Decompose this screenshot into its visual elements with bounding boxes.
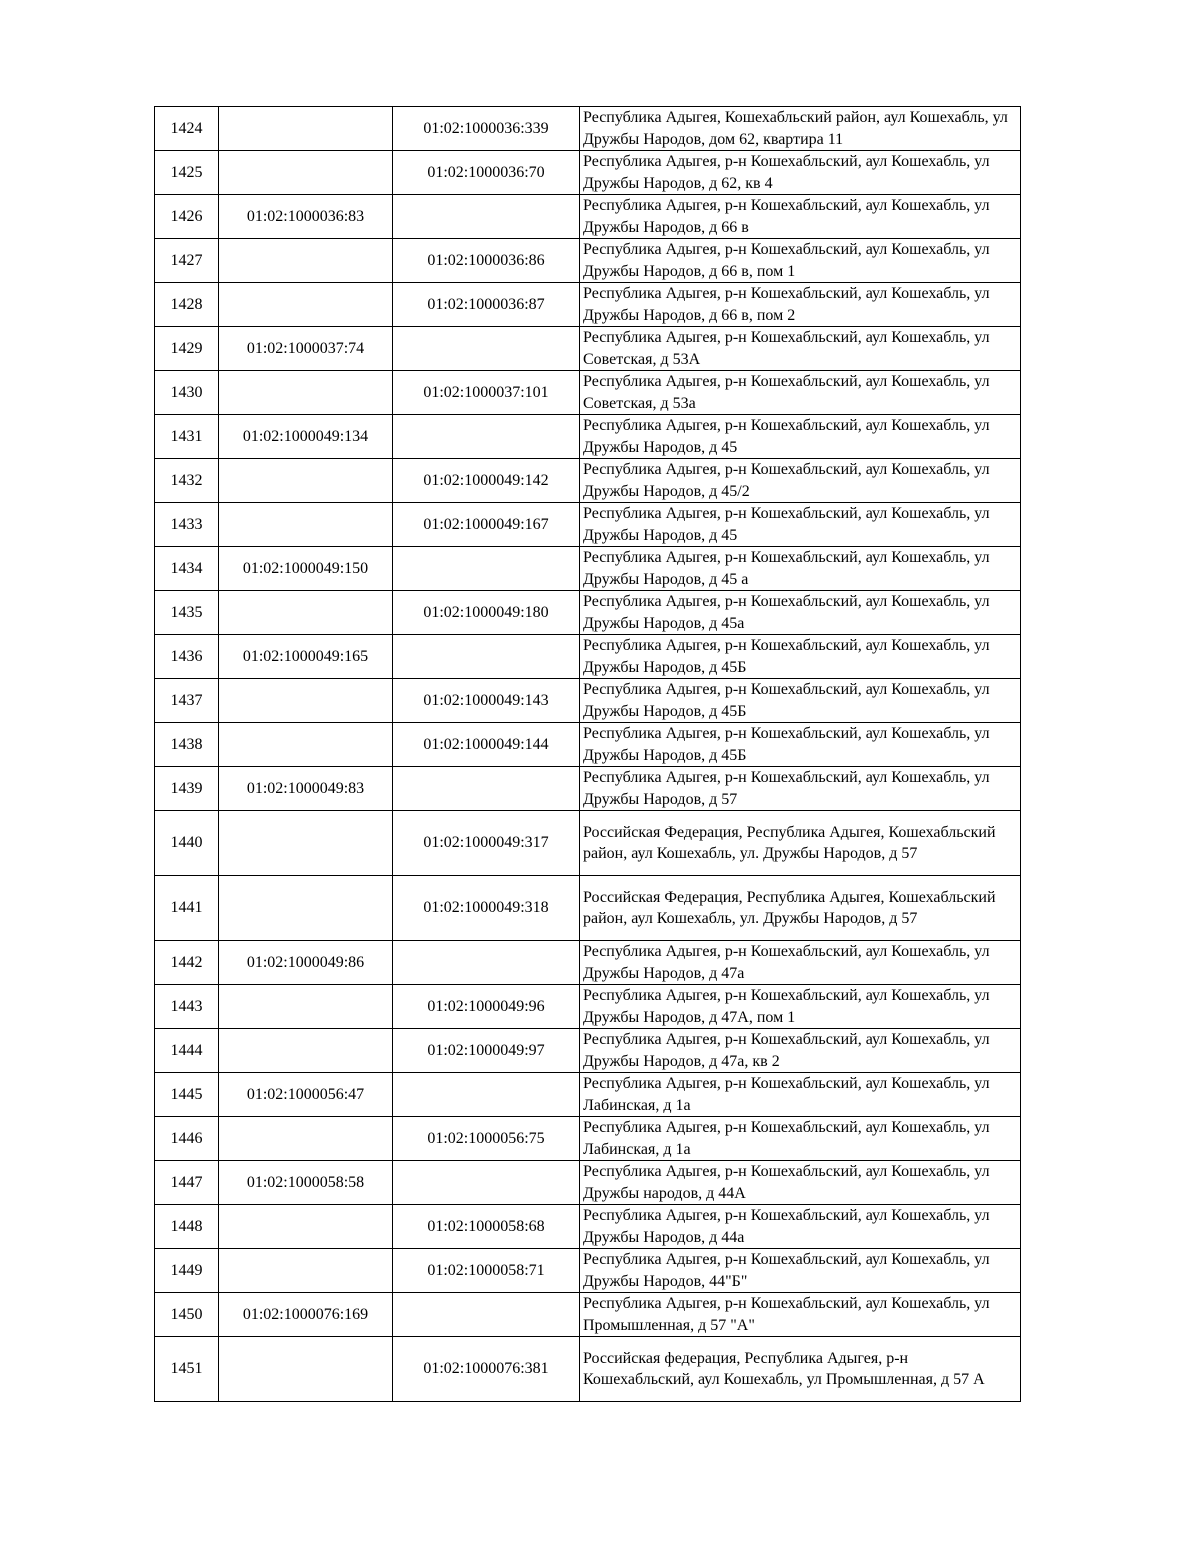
table-row bbox=[155, 1205, 1021, 1249]
address-cell: Республика Адыгея, р-н Кошехабльский, аул Кошехабль, ул Дружбы Народов, д 47а, кв 2 bbox=[580, 1029, 1021, 1073]
object-cadastral-number-cell bbox=[393, 767, 580, 811]
object-cadastral-number-cell: 01:02:1000058:68 bbox=[393, 1205, 580, 1249]
land-cadastral-number-cell bbox=[219, 591, 393, 635]
table-row bbox=[155, 679, 1021, 723]
object-cadastral-number-cell: 01:02:1000037:101 bbox=[393, 371, 580, 415]
table-row bbox=[155, 1117, 1021, 1161]
table-row bbox=[155, 767, 1021, 811]
land-cadastral-number-cell bbox=[219, 151, 393, 195]
land-cadastral-number-cell bbox=[219, 503, 393, 547]
land-cadastral-number-cell: 01:02:1000037:74 bbox=[219, 327, 393, 371]
land-cadastral-number-cell bbox=[219, 876, 393, 941]
address-cell: Республика Адыгея, р-н Кошехабльский, аул Кошехабль, ул Дружбы Народов, д 66 в bbox=[580, 195, 1021, 239]
land-cadastral-number-cell: 01:02:1000049:150 bbox=[219, 547, 393, 591]
land-cadastral-number-cell: 01:02:1000049:86 bbox=[219, 941, 393, 985]
table-row bbox=[155, 591, 1021, 635]
object-cadastral-number-cell bbox=[393, 1161, 580, 1205]
table-row bbox=[155, 151, 1021, 195]
row-number-cell: 1435 bbox=[155, 591, 219, 635]
address-cell: Республика Адыгея, р-н Кошехабльский, аул Кошехабль, ул Дружбы Народов, д 44а bbox=[580, 1205, 1021, 1249]
land-cadastral-number-cell: 01:02:1000036:83 bbox=[219, 195, 393, 239]
row-number-cell: 1424 bbox=[155, 107, 219, 151]
land-cadastral-number-cell: 01:02:1000049:165 bbox=[219, 635, 393, 679]
table-row bbox=[155, 985, 1021, 1029]
row-number-cell: 1436 bbox=[155, 635, 219, 679]
row-number-cell: 1437 bbox=[155, 679, 219, 723]
address-cell: Российская Федерация, Республика Адыгея, Кошехабльский район, аул Кошехабль, ул. Дружбы Народов, д 57 bbox=[580, 811, 1021, 876]
row-number-cell: 1433 bbox=[155, 503, 219, 547]
table-row bbox=[155, 459, 1021, 503]
land-cadastral-number-cell bbox=[219, 1205, 393, 1249]
object-cadastral-number-cell: 01:02:1000036:70 bbox=[393, 151, 580, 195]
land-cadastral-number-cell bbox=[219, 1337, 393, 1402]
row-number-cell: 1443 bbox=[155, 985, 219, 1029]
table-row bbox=[155, 635, 1021, 679]
row-number-cell: 1425 bbox=[155, 151, 219, 195]
row-number-cell: 1431 bbox=[155, 415, 219, 459]
land-cadastral-number-cell bbox=[219, 1249, 393, 1293]
object-cadastral-number-cell: 01:02:1000049:142 bbox=[393, 459, 580, 503]
table-row bbox=[155, 1249, 1021, 1293]
land-cadastral-number-cell: 01:02:1000076:169 bbox=[219, 1293, 393, 1337]
object-cadastral-number-cell: 01:02:1000036:86 bbox=[393, 239, 580, 283]
land-cadastral-number-cell: 01:02:1000056:47 bbox=[219, 1073, 393, 1117]
address-cell: Республика Адыгея, р-н Кошехабльский, аул Кошехабль, ул Дружбы Народов, д 66 в, пом 1 bbox=[580, 239, 1021, 283]
object-cadastral-number-cell bbox=[393, 941, 580, 985]
land-cadastral-number-cell bbox=[219, 107, 393, 151]
address-cell: Российская федерация, Республика Адыгея, р-н Кошехабльский, аул Кошехабль, ул Промышленная, д 57 А bbox=[580, 1337, 1021, 1402]
land-cadastral-number-cell bbox=[219, 1117, 393, 1161]
table-row bbox=[155, 195, 1021, 239]
row-number-cell: 1446 bbox=[155, 1117, 219, 1161]
table-row bbox=[155, 327, 1021, 371]
address-cell: Республика Адыгея, р-н Кошехабльский, аул Кошехабль, ул Дружбы народов, д 44А bbox=[580, 1161, 1021, 1205]
row-number-cell: 1440 bbox=[155, 811, 219, 876]
land-cadastral-number-cell bbox=[219, 679, 393, 723]
row-number-cell: 1432 bbox=[155, 459, 219, 503]
address-cell: Республика Адыгея, р-н Кошехабльский, аул Кошехабль, ул Лабинская, д 1а bbox=[580, 1073, 1021, 1117]
address-cell: Республика Адыгея, р-н Кошехабльский, аул Кошехабль, ул Дружбы Народов, д 45Б bbox=[580, 679, 1021, 723]
object-cadastral-number-cell: 01:02:1000049:143 bbox=[393, 679, 580, 723]
address-cell: Республика Адыгея, р-н Кошехабльский, аул Кошехабль, ул Дружбы Народов, д 47А, пом 1 bbox=[580, 985, 1021, 1029]
row-number-cell: 1428 bbox=[155, 283, 219, 327]
row-number-cell: 1451 bbox=[155, 1337, 219, 1402]
address-cell: Республика Адыгея, Кошехабльский район, аул Кошехабль, ул Дружбы Народов, дом 62, квартира 11 bbox=[580, 107, 1021, 151]
address-cell: Российская Федерация, Республика Адыгея, Кошехабльский район, аул Кошехабль, ул. Дружбы Народов, д 57 bbox=[580, 876, 1021, 941]
address-cell: Республика Адыгея, р-н Кошехабльский, аул Кошехабль, ул Дружбы Народов, д 45Б bbox=[580, 723, 1021, 767]
object-cadastral-number-cell: 01:02:1000056:75 bbox=[393, 1117, 580, 1161]
object-cadastral-number-cell: 01:02:1000058:71 bbox=[393, 1249, 580, 1293]
address-cell: Республика Адыгея, р-н Кошехабльский, аул Кошехабль, ул Дружбы Народов, д 57 bbox=[580, 767, 1021, 811]
table-row bbox=[155, 371, 1021, 415]
cadastral-registry-table bbox=[154, 106, 1021, 1402]
land-cadastral-number-cell bbox=[219, 723, 393, 767]
object-cadastral-number-cell: 01:02:1000049:318 bbox=[393, 876, 580, 941]
registry-table-body bbox=[155, 107, 1021, 1402]
object-cadastral-number-cell: 01:02:1000049:96 bbox=[393, 985, 580, 1029]
row-number-cell: 1426 bbox=[155, 195, 219, 239]
row-number-cell: 1434 bbox=[155, 547, 219, 591]
row-number-cell: 1430 bbox=[155, 371, 219, 415]
object-cadastral-number-cell bbox=[393, 1073, 580, 1117]
object-cadastral-number-cell: 01:02:1000049:180 bbox=[393, 591, 580, 635]
object-cadastral-number-cell bbox=[393, 635, 580, 679]
table-row bbox=[155, 1161, 1021, 1205]
address-cell: Республика Адыгея, р-н Кошехабльский, аул Кошехабль, ул Дружбы Народов, д 45/2 bbox=[580, 459, 1021, 503]
land-cadastral-number-cell bbox=[219, 239, 393, 283]
object-cadastral-number-cell bbox=[393, 327, 580, 371]
land-cadastral-number-cell: 01:02:1000058:58 bbox=[219, 1161, 393, 1205]
address-cell: Республика Адыгея, р-н Кошехабльский, аул Кошехабль, ул Промышленная, д 57 "А" bbox=[580, 1293, 1021, 1337]
land-cadastral-number-cell bbox=[219, 1029, 393, 1073]
table-row bbox=[155, 941, 1021, 985]
row-number-cell: 1429 bbox=[155, 327, 219, 371]
table-row bbox=[155, 547, 1021, 591]
row-number-cell: 1444 bbox=[155, 1029, 219, 1073]
object-cadastral-number-cell bbox=[393, 195, 580, 239]
table-row bbox=[155, 107, 1021, 151]
object-cadastral-number-cell: 01:02:1000049:317 bbox=[393, 811, 580, 876]
table-row bbox=[155, 415, 1021, 459]
address-cell: Республика Адыгея, р-н Кошехабльский, аул Кошехабль, ул Советская, д 53а bbox=[580, 371, 1021, 415]
address-cell: Республика Адыгея, р-н Кошехабльский, аул Кошехабль, ул Дружбы Народов, д 45 а bbox=[580, 547, 1021, 591]
land-cadastral-number-cell bbox=[219, 371, 393, 415]
land-cadastral-number-cell: 01:02:1000049:134 bbox=[219, 415, 393, 459]
row-number-cell: 1439 bbox=[155, 767, 219, 811]
table-row bbox=[155, 503, 1021, 547]
table-row bbox=[155, 1293, 1021, 1337]
table-row bbox=[155, 1073, 1021, 1117]
table-row bbox=[155, 1029, 1021, 1073]
table-row bbox=[155, 283, 1021, 327]
row-number-cell: 1448 bbox=[155, 1205, 219, 1249]
row-number-cell: 1445 bbox=[155, 1073, 219, 1117]
address-cell: Республика Адыгея, р-н Кошехабльский, аул Кошехабль, ул Дружбы Народов, д 47а bbox=[580, 941, 1021, 985]
object-cadastral-number-cell: 01:02:1000049:97 bbox=[393, 1029, 580, 1073]
table-row bbox=[155, 811, 1021, 876]
land-cadastral-number-cell bbox=[219, 459, 393, 503]
table-row bbox=[155, 723, 1021, 767]
address-cell: Республика Адыгея, р-н Кошехабльский, аул Кошехабль, ул Советская, д 53А bbox=[580, 327, 1021, 371]
land-cadastral-number-cell bbox=[219, 811, 393, 876]
address-cell: Республика Адыгея, р-н Кошехабльский, аул Кошехабль, ул Дружбы Народов, д 45Б bbox=[580, 635, 1021, 679]
land-cadastral-number-cell: 01:02:1000049:83 bbox=[219, 767, 393, 811]
object-cadastral-number-cell: 01:02:1000049:144 bbox=[393, 723, 580, 767]
table-row bbox=[155, 1337, 1021, 1402]
object-cadastral-number-cell: 01:02:1000049:167 bbox=[393, 503, 580, 547]
address-cell: Республика Адыгея, р-н Кошехабльский, аул Кошехабль, ул Дружбы Народов, д 62, кв 4 bbox=[580, 151, 1021, 195]
row-number-cell: 1450 bbox=[155, 1293, 219, 1337]
address-cell: Республика Адыгея, р-н Кошехабльский, аул Кошехабль, ул Дружбы Народов, д 45 bbox=[580, 415, 1021, 459]
table-row bbox=[155, 239, 1021, 283]
land-cadastral-number-cell bbox=[219, 283, 393, 327]
address-cell: Республика Адыгея, р-н Кошехабльский, аул Кошехабль, ул Дружбы Народов, д 66 в, пом 2 bbox=[580, 283, 1021, 327]
row-number-cell: 1449 bbox=[155, 1249, 219, 1293]
row-number-cell: 1438 bbox=[155, 723, 219, 767]
object-cadastral-number-cell: 01:02:1000036:87 bbox=[393, 283, 580, 327]
row-number-cell: 1441 bbox=[155, 876, 219, 941]
object-cadastral-number-cell: 01:02:1000076:381 bbox=[393, 1337, 580, 1402]
address-cell: Республика Адыгея, р-н Кошехабльский, аул Кошехабль, ул Лабинская, д 1а bbox=[580, 1117, 1021, 1161]
object-cadastral-number-cell bbox=[393, 1293, 580, 1337]
address-cell: Республика Адыгея, р-н Кошехабльский, аул Кошехабль, ул Дружбы Народов, 44"Б" bbox=[580, 1249, 1021, 1293]
row-number-cell: 1447 bbox=[155, 1161, 219, 1205]
row-number-cell: 1427 bbox=[155, 239, 219, 283]
row-number-cell: 1442 bbox=[155, 941, 219, 985]
land-cadastral-number-cell bbox=[219, 985, 393, 1029]
object-cadastral-number-cell bbox=[393, 415, 580, 459]
table-row bbox=[155, 876, 1021, 941]
object-cadastral-number-cell: 01:02:1000036:339 bbox=[393, 107, 580, 151]
object-cadastral-number-cell bbox=[393, 547, 580, 591]
address-cell: Республика Адыгея, р-н Кошехабльский, аул Кошехабль, ул Дружбы Народов, д 45а bbox=[580, 591, 1021, 635]
address-cell: Республика Адыгея, р-н Кошехабльский, аул Кошехабль, ул Дружбы Народов, д 45 bbox=[580, 503, 1021, 547]
